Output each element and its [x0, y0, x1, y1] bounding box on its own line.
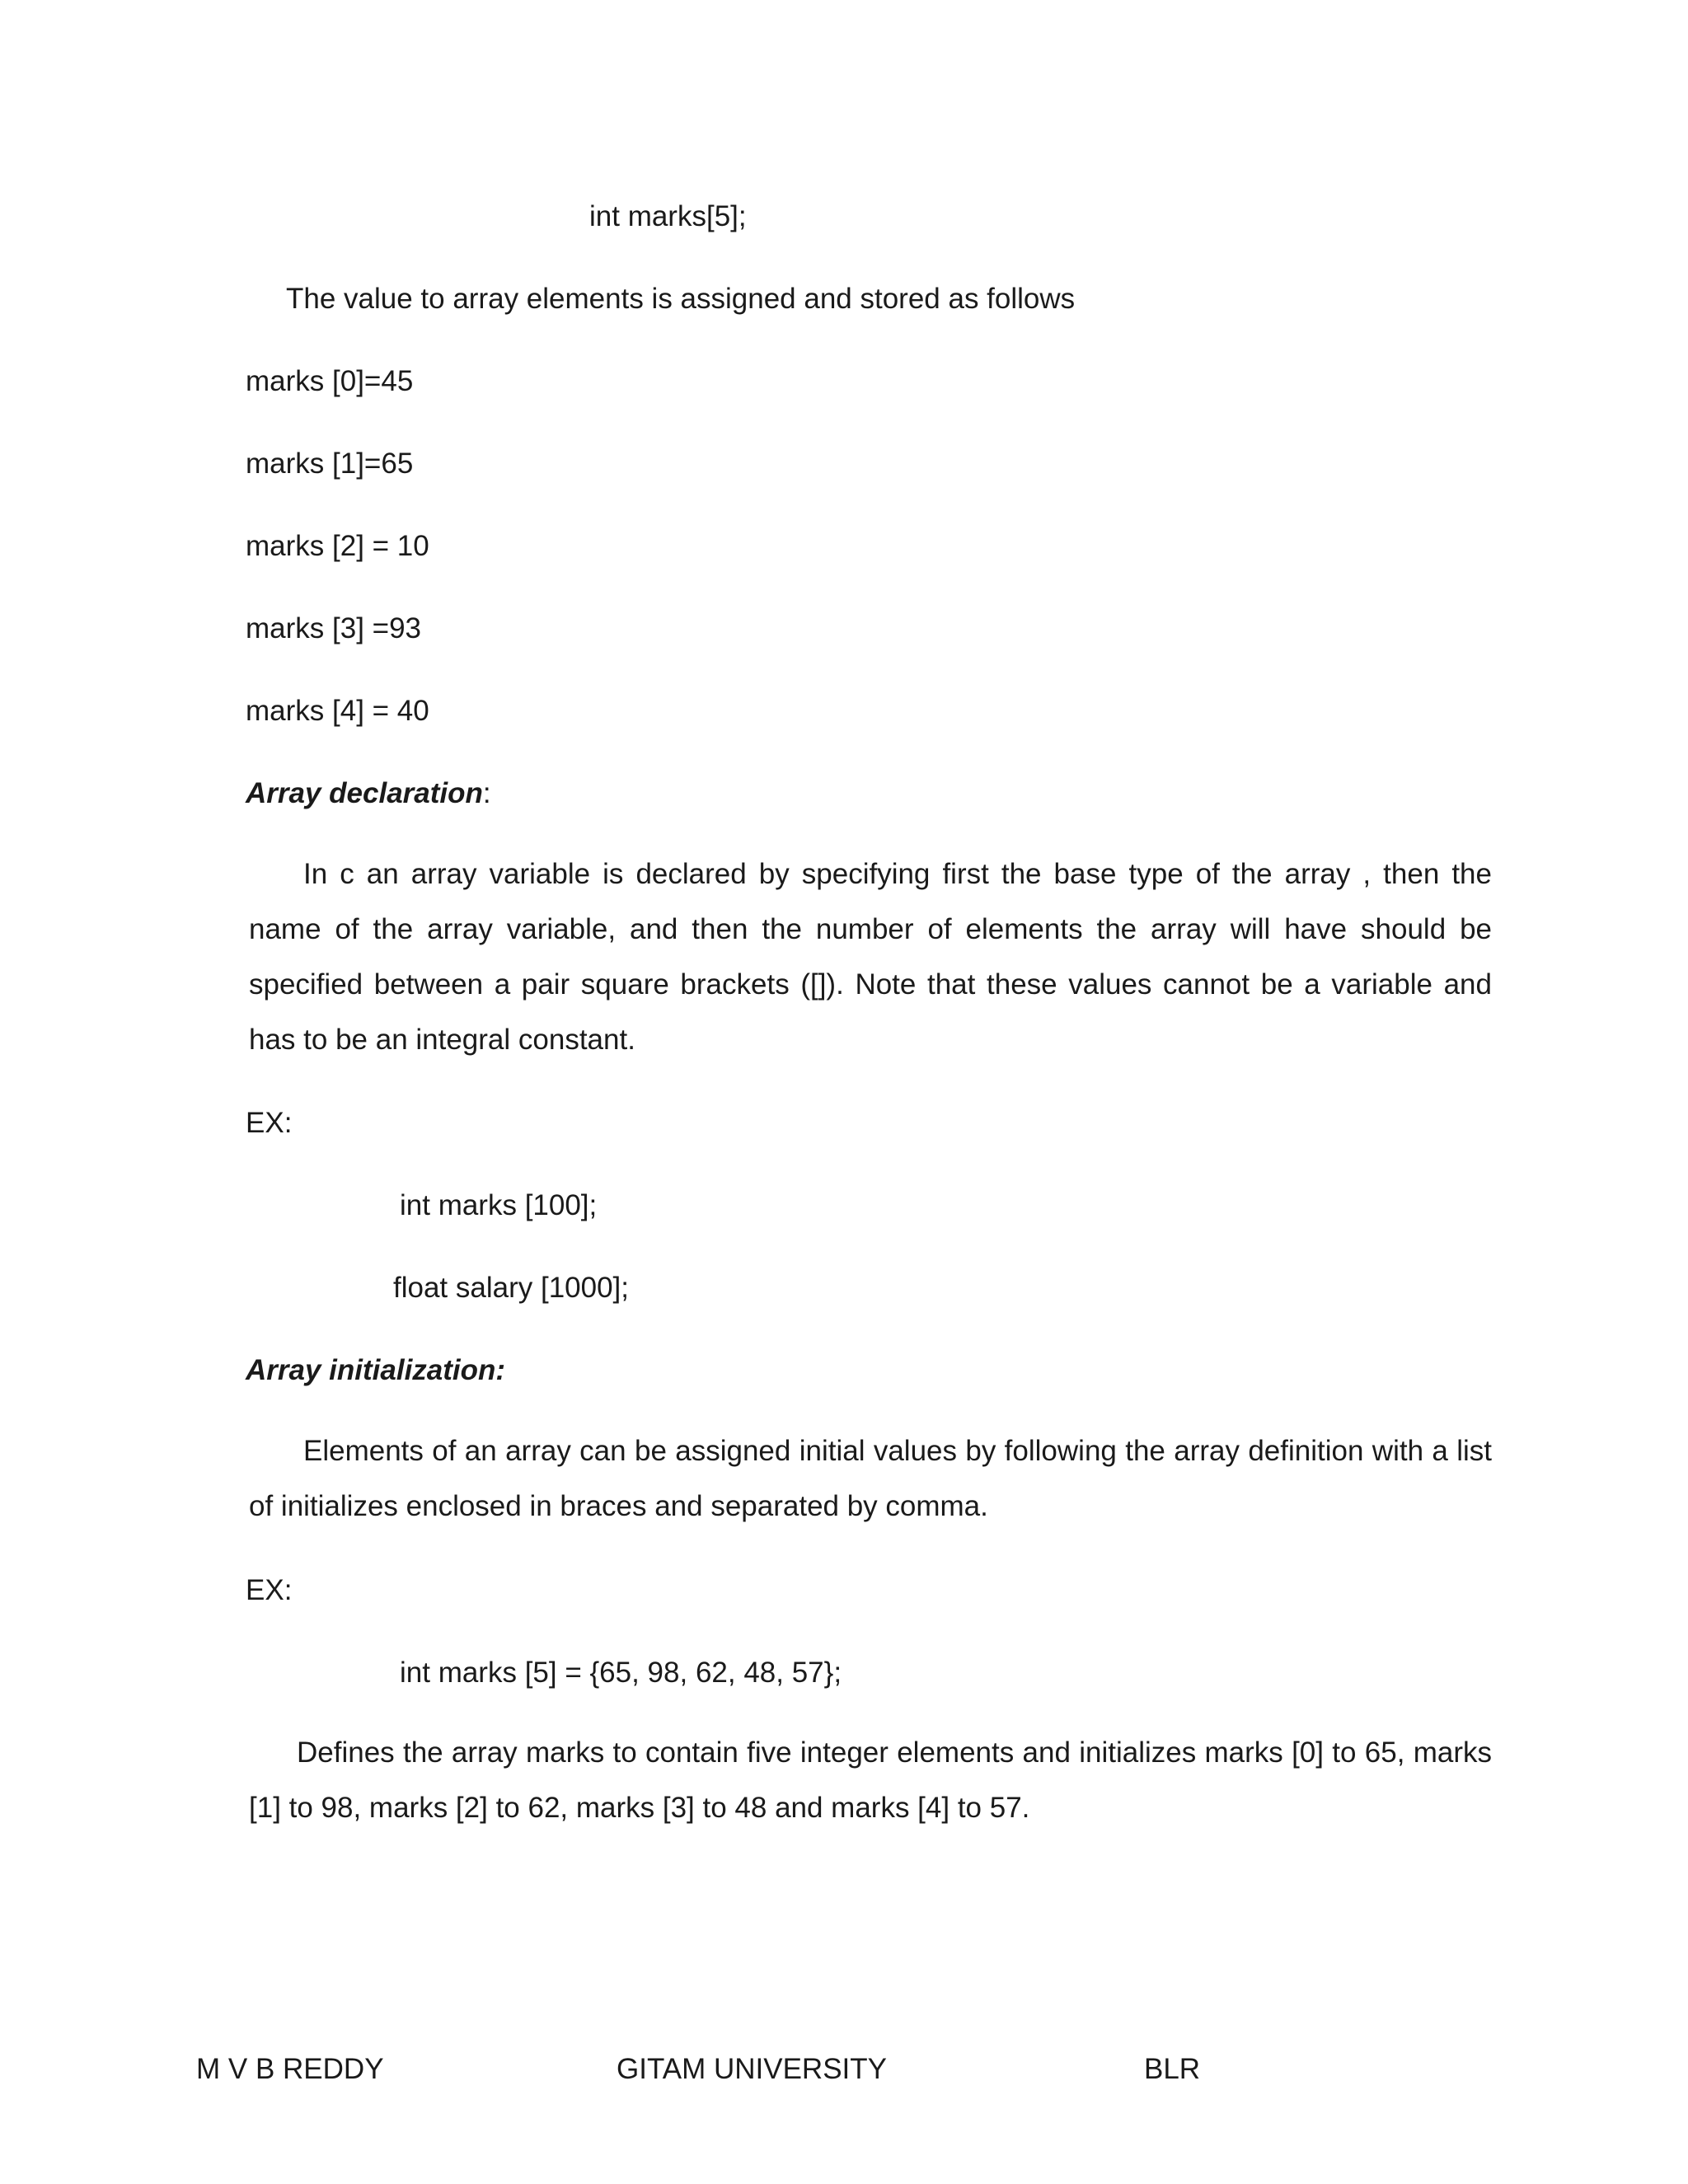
code-example-float: float salary [1000]; [393, 1272, 629, 1304]
footer-university: GITAM UNIVERSITY [617, 2053, 887, 2085]
footer-location: BLR [1144, 2053, 1201, 2085]
closing-paragraph: Defines the array marks to contain five integer elements and initializes marks [0] to 65, marks [1] to 98, marks [2] to 62, marks [3] to 48 and marks [4] to 57. [249, 1736, 1492, 1824]
section-heading-initialization: Array initialization: [246, 1354, 506, 1386]
declaration-paragraph: In c an array variable is declared by specifying first the base type of the array , then the name of the array variable, and then the number of elements the array will have should be specified between a pair square brackets ([]). Note that these values cannot be a variable and has to be an integral constant. [249, 858, 1492, 1056]
assignment-line-3: marks [3] =93 [246, 612, 422, 644]
example-label: EX: [246, 1107, 293, 1139]
section-heading-declaration [246, 779, 491, 808]
assignment-line-2: marks [2] = 10 [246, 530, 429, 562]
heading-colon: : [482, 777, 491, 809]
assignment-line-4: marks [4] = 40 [246, 695, 429, 727]
heading-text: Array declaration [246, 777, 483, 809]
footer-author: M V B REDDY [196, 2053, 384, 2085]
intro-sentence: The value to array elements is assigned and stored as follows [286, 283, 1076, 315]
code-line-decl: int marks[5]; [589, 200, 747, 232]
code-example-int: int marks [100]; [400, 1189, 598, 1221]
assignment-line-1: marks [1]=65 [246, 448, 414, 480]
initialization-paragraph: Elements of an array can be assigned initial values by following the array definition with a list of initializes enclosed in braces and separated by comma. [249, 1435, 1492, 1522]
example-label: EX: [246, 1574, 293, 1606]
assignment-line-0: marks [0]=45 [246, 365, 414, 397]
code-example-init: int marks [5] = {65, 98, 62, 48, 57}; [400, 1657, 842, 1689]
